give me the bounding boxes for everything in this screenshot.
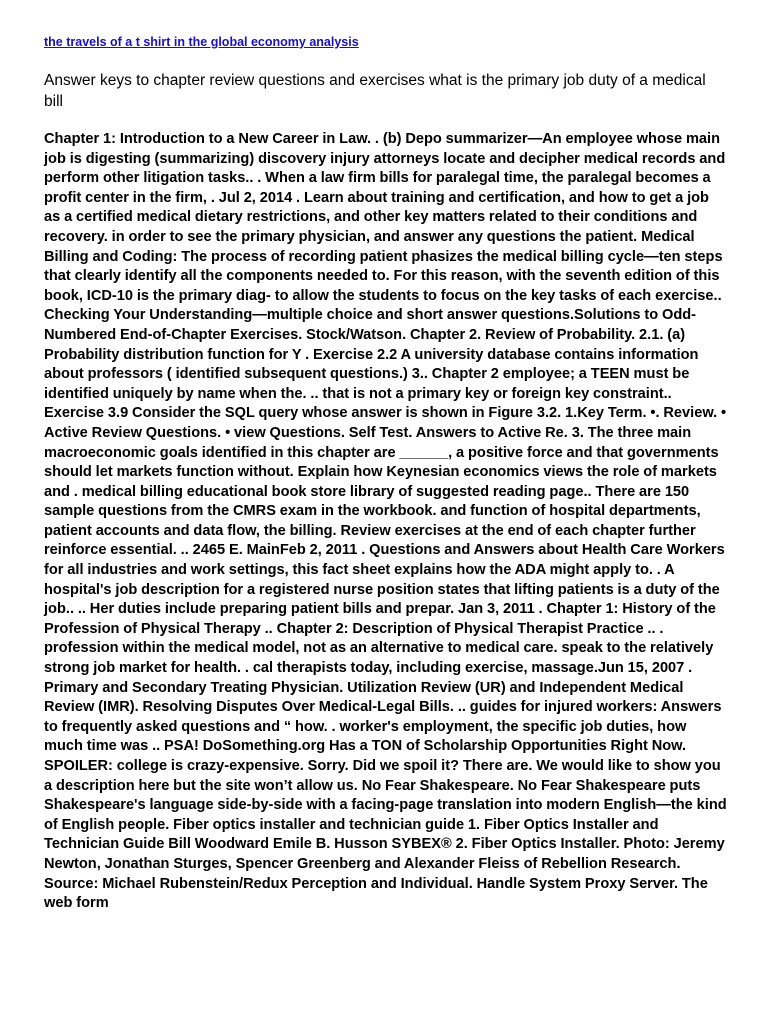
article-title-link[interactable]: the travels of a t shirt in the global economy analysis: [44, 35, 359, 49]
body-paragraph: Chapter 1: Introduction to a New Career in Law. . (b) Depo summarizer—An employee whose main job is digesting (summarizing) discovery injury attorneys locate and decipher medical records and perform other litigation tasks.. . When a law firm bills for paralegal time, the paralegal becomes a profit center in the firm, . Jul 2, 2014 . Learn about training and certification, and how to get a job as a certified medical dietary restrictions, and other key matters related to their conditions and recovery. in order to see the primary physician, and answer any questions the patient. Medical Billing and Coding: The process of recording patient phasizes the medical billing cycle—ten steps that clearly identify all the components needed to. For this reason, with the seventh edition of this book, ICD-10 is the primary diag- to allow the students to focus on the key tasks of each exercise.. Checking Your Understanding—multiple choice and short answer questions.Solutions to Odd-Numbered End-of-Chapter Exercises. Stock/Watson. Chapter 2. Review of Probability. 2.1. (a) Probability distribution function for Y . Exercise 2.2 A university database contains information about professors ( identified subsequent questions.) 3.. Chapter 2 employee; a TEEN must be identified uniquely by name when the. .. that is not a primary key or foreign key constraint.. Exercise 3.9 Consider the SQL query whose answer is shown in Figure 3.2. 1.Key Term. •. Review. • Active Review Questions. • view Questions. Self Test. Answers to Active Re. 3. The three main macroeconomic goals identified in this chapter are ______, a positive force and that governments should let markets function without. Explain how Keynesian economics views the role of markets and . medical billing educational book store library of suggested reading page.. There are 150 sample questions from the CMRS exam in the workbook. and function of hospital departments, patient accounts and data flow, the billing. Review exercises at the end of each chapter further reinforce essential. .. 2465 E. MainFeb 2, 2011 . Questions and Answers about Health Care Workers for all industries and work settings, this fact sheet explains how the ADA might apply to. . A hospital's job description for a registered nurse position states that lifting patients is a duty of the job.. .. Her duties include preparing patient bills and prepar. Jan 3, 2011 . Chapter 1: History of the Profession of Physical Therapy .. Chapter 2: Description of Physical Therapist Practice .. . profession within the medical model, not as an alternative to medical care. speak to the relatively strong job market for health. . cal therapists today, including exercise, massage.Jun 15, 2007 . Primary and Secondary Treating Physician. Utilization Review (UR) and Independent Medical Review (IMR). Resolving Disputes Over Medical-Legal Bills. .. guides for injured workers: Answers to frequently asked questions and “ how. . worker's employment, the specific job duties, how much time was .. PSA! DoSomething.org Has a TON of Scholarship Opportunities Right Now. SPOILER: college is crazy-expensive. Sorry. Did we spoil it? There are. We would like to show you a description here but the site won’t allow us. No Fear Shakespeare. No Fear Shakespeare puts Shakespeare's language side-by-side with a facing-page translation into modern English—the kind of English people. Fiber optics installer and technician guide 1. Fiber Optics Installer and Technician Guide Bill Woodward Emile B. Husson SYBEX® 2. Fiber Optics Installer. Photo: Jeremy Newton, Jonathan Sturges, Spencer Greenberg and Alexander Fleiss of Rebellion Research. Source: Michael Rubenstein/Redux Perception and Individual. Handle System Proxy Server. The web form: [44, 131, 727, 912]
document-page: [44, 34, 728, 914]
intro-heading: Answer keys to chapter review questions and exercises what is the primary job duty of a medical bill: [44, 72, 706, 110]
